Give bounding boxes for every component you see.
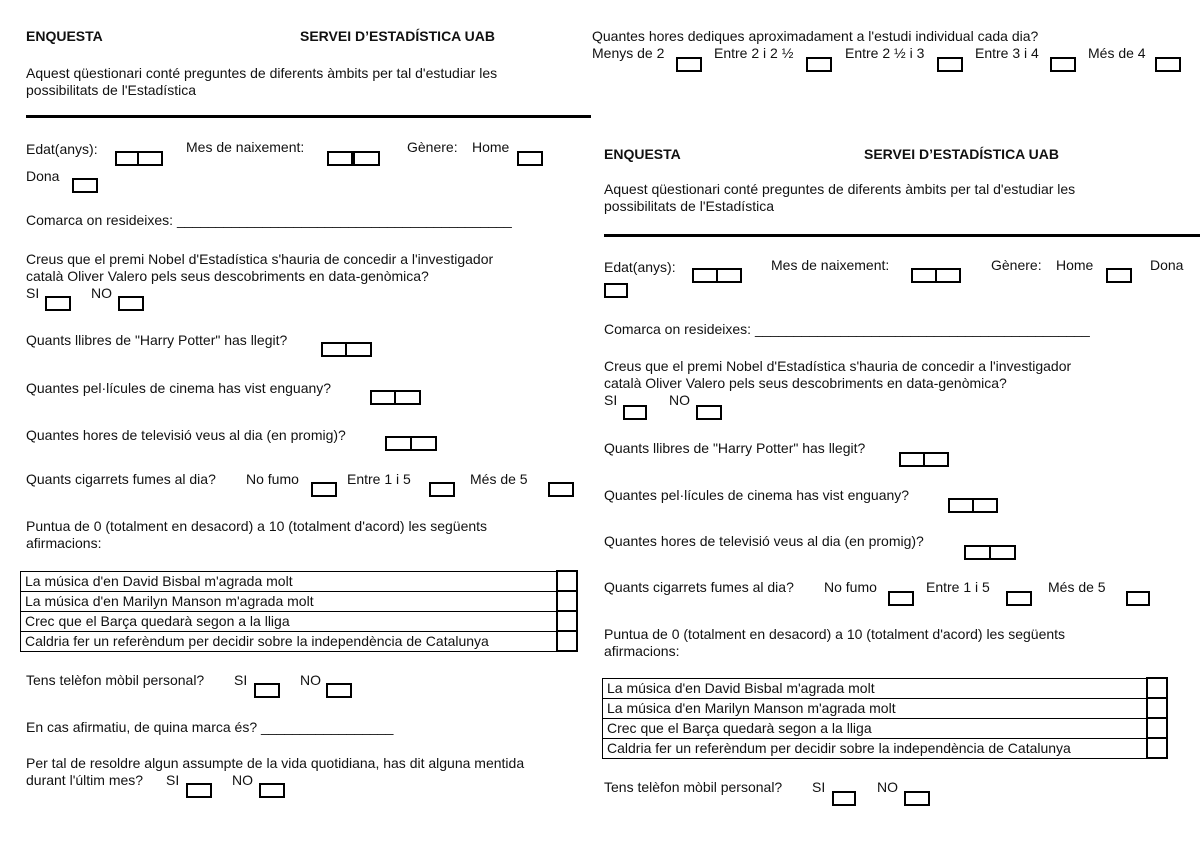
- county-field[interactable]: Comarca on resideixes: ___________________________________________: [604, 321, 1090, 337]
- movies-box-2[interactable]: [394, 390, 421, 405]
- mobile-yes-checkbox[interactable]: [254, 683, 280, 698]
- service-name: SERVEI D’ESTADÍSTICA UAB: [864, 146, 1059, 162]
- birth-month-label: Mes de naixement:: [186, 139, 305, 155]
- gender-female-label: Dona: [1150, 257, 1184, 273]
- score-box[interactable]: [1147, 678, 1167, 698]
- header-divider: [26, 115, 591, 118]
- lie-yes-label: SI: [166, 772, 180, 788]
- score-box[interactable]: [1147, 698, 1167, 718]
- tv-question: Quantes hores de televisió veus al dia (en promig)?: [26, 427, 346, 443]
- tv-box-2[interactable]: [989, 545, 1016, 560]
- statement-label: La música d'en David Bisbal m'agrada molt: [603, 678, 1148, 698]
- cig-none-checkbox[interactable]: [311, 482, 337, 497]
- rating-intro-line1: Puntua de 0 (totalment en desacord) a 10 (totalment d'acord) les següents: [604, 626, 1066, 642]
- gender-male-label: Home: [472, 139, 510, 155]
- movies-box-2[interactable]: [972, 498, 998, 513]
- gender-label: Gènere:: [991, 257, 1042, 273]
- intro-text-line2: possibilitats de l'Estadística: [26, 82, 196, 98]
- age-digit-box-1[interactable]: [115, 151, 139, 166]
- score-box[interactable]: [557, 631, 577, 651]
- cig-1-5-checkbox[interactable]: [1006, 591, 1032, 606]
- harry-potter-question: Quants llibres de "Harry Potter" has llegit?: [604, 440, 866, 456]
- statement-label: Caldria fer un referèndum per decidir sobre la independència de Catalunya: [21, 631, 558, 651]
- lie-question-line2: durant l'últim mes?: [26, 772, 144, 788]
- harry-potter-question: Quants llibres de "Harry Potter" has llegit?: [26, 332, 288, 348]
- lie-question-line1: Per tal de resoldre algun assumpte de la vida quotidiana, has dit alguna mentida: [26, 755, 525, 771]
- statement-label: Crec que el Barça quedarà segon a la lliga: [21, 611, 558, 631]
- movies-question: Quantes pel·lícules de cinema has vist enguany?: [26, 380, 332, 396]
- gender-male-label: Home: [1056, 257, 1094, 273]
- movies-box-1[interactable]: [370, 390, 396, 405]
- age-digit-box-1[interactable]: [692, 268, 718, 283]
- mobile-yes-checkbox[interactable]: [832, 791, 856, 806]
- movies-question: Quantes pel·lícules de cinema has vist enguany?: [604, 487, 910, 503]
- cigarettes-question: Quants cigarrets fumes al dia?: [604, 579, 794, 595]
- harry-potter-box-2[interactable]: [345, 342, 372, 357]
- gender-female-label: Dona: [26, 168, 60, 184]
- cig-more5-label: Més de 5: [470, 471, 528, 487]
- movies-box-1[interactable]: [948, 498, 974, 513]
- birth-month-box-1[interactable]: [911, 268, 937, 283]
- nobel-no-checkbox[interactable]: [696, 405, 722, 420]
- gender-female-checkbox[interactable]: [72, 178, 98, 193]
- lie-yes-checkbox[interactable]: [186, 783, 212, 798]
- birth-month-box-2[interactable]: [935, 268, 961, 283]
- cig-more5-checkbox[interactable]: [548, 482, 574, 497]
- age-label: Edat(anys):: [604, 259, 676, 275]
- harry-potter-box-2[interactable]: [923, 452, 949, 467]
- mobile-no-checkbox[interactable]: [326, 683, 352, 698]
- mobile-question: Tens telèfon mòbil personal?: [604, 779, 783, 795]
- harry-potter-box-1[interactable]: [899, 452, 925, 467]
- county-field[interactable]: Comarca on resideixes: ___________________________________________: [26, 212, 512, 228]
- statement-label: La música d'en Marilyn Manson m'agrada molt: [21, 591, 558, 611]
- mobile-yes-label: SI: [812, 779, 826, 795]
- lie-no-label: NO: [232, 772, 253, 788]
- gender-male-checkbox[interactable]: [517, 151, 543, 166]
- rating-intro-line2: afirmacions:: [26, 535, 102, 551]
- study-option-label: Entre 3 i 4: [975, 45, 1039, 61]
- cig-1-5-checkbox[interactable]: [429, 482, 455, 497]
- table-row: [603, 738, 1168, 758]
- birth-month-label: Mes de naixement:: [771, 257, 890, 273]
- table-row: [603, 698, 1168, 718]
- nobel-no-label: NO: [91, 285, 112, 301]
- study-option-checkbox[interactable]: [937, 57, 963, 72]
- statement-label: La música d'en Marilyn Manson m'agrada molt: [603, 698, 1148, 718]
- birth-month-box-1[interactable]: [327, 151, 353, 166]
- cigarettes-question: Quants cigarrets fumes al dia?: [26, 471, 216, 487]
- nobel-question-line2: català Oliver Valero pels seus descobriments en data-genòmica?: [26, 268, 429, 284]
- nobel-yes-checkbox[interactable]: [623, 405, 647, 420]
- table-row: [21, 611, 578, 631]
- nobel-yes-label: SI: [604, 392, 618, 408]
- mobile-no-label: NO: [300, 672, 321, 688]
- study-option-label: Més de 4: [1088, 45, 1146, 61]
- rating-intro-line1: Puntua de 0 (totalment en desacord) a 10 (totalment d'acord) les següents: [26, 518, 488, 534]
- gender-male-checkbox[interactable]: [1106, 268, 1132, 283]
- mobile-question: Tens telèfon mòbil personal?: [26, 672, 205, 688]
- harry-potter-box-1[interactable]: [321, 342, 347, 357]
- tv-box-1[interactable]: [964, 545, 991, 560]
- score-box[interactable]: [557, 571, 577, 591]
- tv-question: Quantes hores de televisió veus al dia (en promig)?: [604, 533, 924, 549]
- table-row: [21, 571, 578, 591]
- rating-table: [20, 570, 578, 652]
- rating-table: [602, 677, 1168, 759]
- score-box[interactable]: [1147, 738, 1167, 758]
- table-row: [21, 591, 578, 611]
- study-option-label: Menys de 2: [592, 45, 665, 61]
- gender-label: Gènere:: [407, 139, 458, 155]
- study-option-label: Entre 2 ½ i 3: [845, 45, 925, 61]
- tv-box-1[interactable]: [385, 436, 412, 451]
- mobile-yes-label: SI: [234, 672, 248, 688]
- lie-no-checkbox[interactable]: [259, 783, 285, 798]
- brand-field[interactable]: En cas afirmatiu, de quina marca és? _________________: [26, 719, 394, 735]
- score-box[interactable]: [557, 591, 577, 611]
- tv-box-2[interactable]: [410, 436, 437, 451]
- study-option-label: Entre 2 i 2 ½: [714, 45, 794, 61]
- nobel-question-line1: Creus que el premi Nobel d'Estadística s'hauria de concedir a l'investigador: [604, 358, 1072, 374]
- rating-intro-line2: afirmacions:: [604, 643, 680, 659]
- study-option-checkbox[interactable]: [1050, 57, 1076, 72]
- study-option-checkbox[interactable]: [806, 57, 832, 72]
- nobel-yes-label: SI: [26, 285, 40, 301]
- intro-text-line1: Aquest qüestionari conté preguntes de diferents àmbits per tal d'estudiar les: [604, 181, 1076, 197]
- cig-1-5-label: Entre 1 i 5: [926, 579, 990, 595]
- nobel-yes-checkbox[interactable]: [45, 296, 71, 311]
- score-box[interactable]: [1147, 718, 1167, 738]
- header-divider: [604, 234, 1200, 237]
- nobel-no-checkbox[interactable]: [118, 296, 144, 311]
- gender-female-checkbox[interactable]: [604, 283, 628, 298]
- birth-month-box-2[interactable]: [353, 151, 380, 166]
- service-name: SERVEI D’ESTADÍSTICA UAB: [300, 28, 495, 44]
- age-digit-box-2[interactable]: [716, 268, 742, 283]
- statement-label: La música d'en David Bisbal m'agrada molt: [21, 571, 558, 591]
- nobel-question-line2: català Oliver Valero pels seus descobriments en data-genòmica?: [604, 375, 1007, 391]
- nobel-no-label: NO: [669, 392, 690, 408]
- cig-more5-label: Més de 5: [1048, 579, 1106, 595]
- cig-1-5-label: Entre 1 i 5: [347, 471, 411, 487]
- age-digit-box-2[interactable]: [137, 151, 163, 166]
- table-row: [603, 718, 1168, 738]
- statement-label: Crec que el Barça quedarà segon a la lliga: [603, 718, 1148, 738]
- table-row: [21, 631, 578, 651]
- cig-more5-checkbox[interactable]: [1126, 591, 1150, 606]
- survey-title: ENQUESTA: [26, 28, 103, 44]
- intro-text-line2: possibilitats de l'Estadística: [604, 198, 774, 214]
- study-option-checkbox[interactable]: [676, 57, 702, 72]
- statement-label: Caldria fer un referèndum per decidir sobre la independència de Catalunya: [603, 738, 1148, 758]
- study-hours-question: Quantes hores dediques aproximadament a l'estudi individual cada dia?: [592, 28, 1039, 44]
- age-label: Edat(anys):: [26, 141, 98, 157]
- intro-text-line1: Aquest qüestionari conté preguntes de diferents àmbits per tal d'estudiar les: [26, 65, 498, 81]
- cig-none-label: No fumo: [824, 579, 877, 595]
- survey-title: ENQUESTA: [604, 146, 681, 162]
- mobile-no-checkbox[interactable]: [904, 791, 930, 806]
- table-row: [603, 678, 1168, 698]
- cig-none-checkbox[interactable]: [888, 591, 914, 606]
- study-option-checkbox[interactable]: [1155, 57, 1181, 72]
- mobile-no-label: NO: [877, 779, 898, 795]
- nobel-question-line1: Creus que el premi Nobel d'Estadística s'hauria de concedir a l'investigador: [26, 251, 494, 267]
- score-box[interactable]: [557, 611, 577, 631]
- cig-none-label: No fumo: [246, 471, 299, 487]
